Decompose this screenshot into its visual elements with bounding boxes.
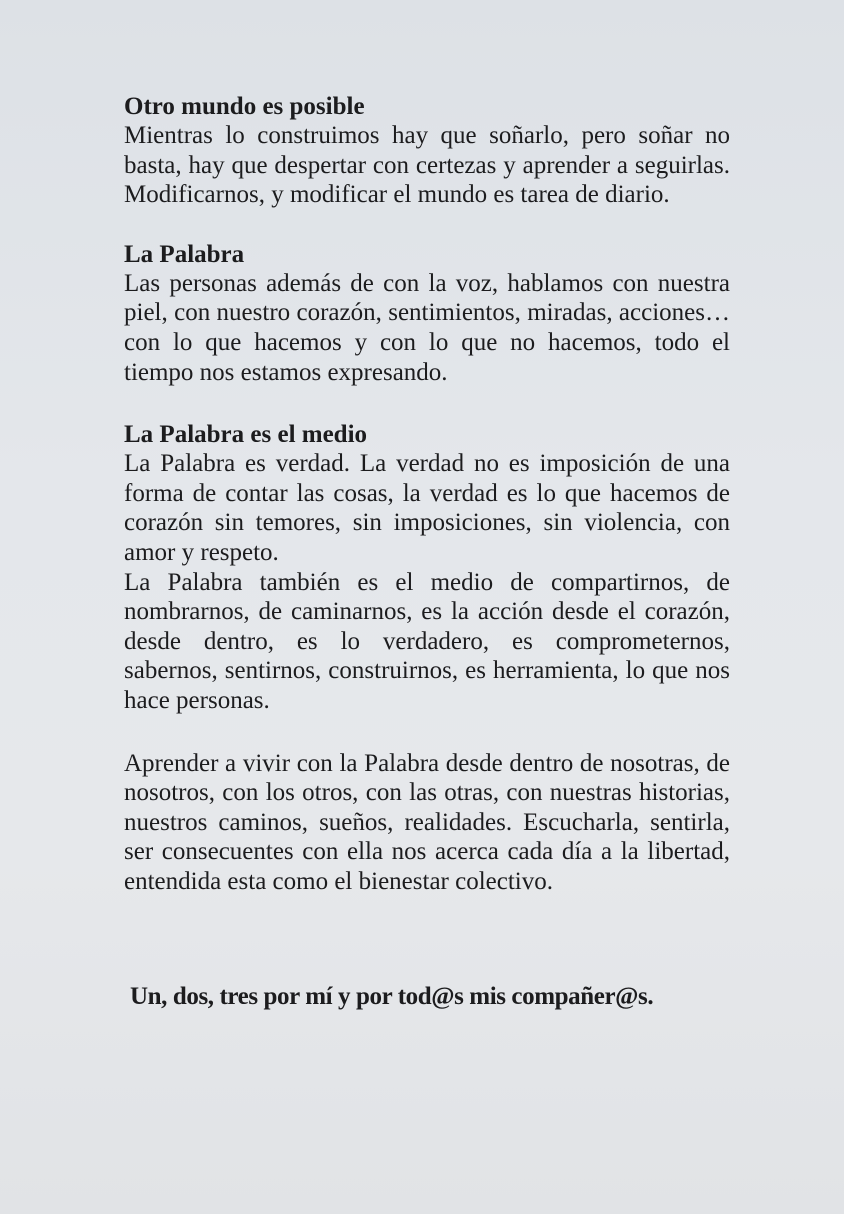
paragraph-la-palabra-tambien: La Palabra también es el medio de compartirnos, de nombrarnos, de caminarnos, es la acción desde el corazón, desde dentro, es lo verdadero, es comprometernos, sabernos, sentirnos, construirnos, es herramienta, lo que nos hace personas. [124, 568, 730, 714]
paragraph-la-palabra: Las personas además de con la voz, hablamos con nuestra piel, con nuestro corazón, sentimientos, miradas, acciones… con lo que hacemos y con lo que no hacemos, todo el tiempo nos estamos expresando. [124, 269, 730, 386]
section-title-otro-mundo: Otro mundo es posible [124, 93, 365, 120]
section-title-la-palabra: La Palabra [124, 240, 245, 268]
section-spacer [124, 387, 730, 420]
section-title-la-palabra-es-el-medio: La Palabra es el medio [124, 421, 368, 449]
paragraph-la-palabra-es-verdad: La Palabra es verdad. La verdad no es imposición de una forma de contar las cosas, la verdad es lo que hacemos de corazón sin temores, sin imposiciones, sin violencia, con amor y respeto. [124, 450, 730, 566]
paragraph-aprender-a-vivir: Aprender a vivir con la Palabra desde dentro de nosotras, de nosotros, con los otros, con las otras, con nuestras historias, nuestros caminos, sueños, realidades. Escucharla, sentirla, ser consecuentes con ella nos acerca cada día a la libertad, entendida esta como el bienestar colectivo. [124, 749, 730, 895]
section-spacer [124, 896, 730, 982]
page-text-block [124, 92, 730, 1012]
section-spacer [124, 210, 730, 240]
closing-line: Un, dos, tres por mí y por tod@s mis compañer@s. [130, 983, 654, 1011]
paragraph-otro-mundo: Mientras lo construimos hay que soñarlo, pero soñar no basta, hay que despertar con certezas y aprender a seguirlas. Modificarnos, y modificar el mundo es tarea de diario. [124, 122, 730, 209]
section-spacer [124, 716, 730, 749]
